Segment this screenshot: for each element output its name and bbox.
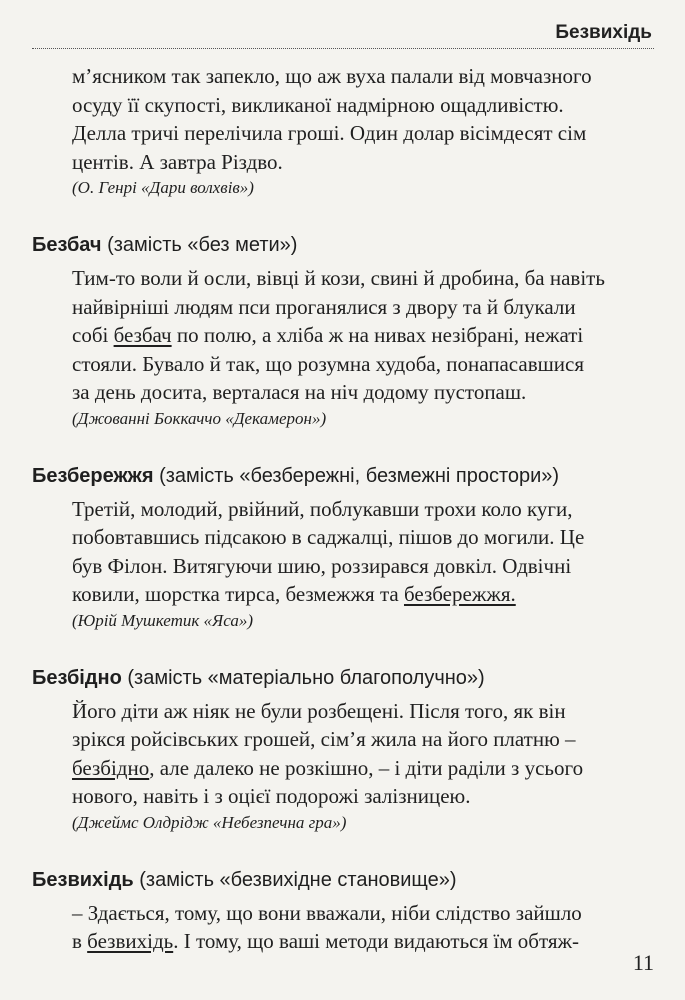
quote-line: зрікся ройсівських грошей, сім’я жила на його платню – <box>72 727 576 751</box>
page-number: 11 <box>632 950 654 975</box>
quote-text <box>72 264 654 407</box>
gloss: (замість «матеріально благополучно») <box>121 666 485 689</box>
headword: Безбач <box>32 234 102 256</box>
quote-line: побовтавшись підсакою в саджалці, пішов до могили. Це <box>72 525 585 549</box>
quote-line: осуду її скупості, викликаної надмірною ощадливістю. <box>72 92 564 117</box>
underlined-word: безбережжя. <box>403 582 516 606</box>
headword: Безбідно <box>32 666 122 689</box>
dictionary-entry <box>32 663 654 835</box>
quote-line: за день досита, верталася на ніч додому пустопаш. <box>72 380 527 404</box>
entry-heading <box>32 663 654 693</box>
gloss: (замість «без мети») <box>101 234 298 256</box>
underlined-word: безбідно <box>72 755 150 780</box>
quote-line: в безвихідь. І тому, що ваші методи видаються їм обтяж- <box>72 929 580 953</box>
quote-line: нового, навіть і з оцієї подорожі залізницею. <box>72 784 471 808</box>
citation: (Джеймс Олдрідж «Небезпечна гра») <box>72 812 347 832</box>
dictionary-entry <box>32 461 654 633</box>
quote-text <box>72 899 654 956</box>
quote-line: стояли. Бувало й так, що розумна худоба, понапасавшися <box>72 351 584 376</box>
gloss: (замість «безбережні, безмежні простори») <box>153 464 560 487</box>
running-head: Безвихідь <box>555 22 652 43</box>
entry-heading <box>32 230 654 260</box>
page-body <box>32 62 654 956</box>
quote-line: центів. А завтра Різдво. <box>72 149 283 174</box>
headword: Безвихідь <box>32 868 134 891</box>
citation: (Джованні Боккаччо «Декамерон») <box>72 408 327 428</box>
quote-text <box>72 62 654 176</box>
quote-line: найвірніші людям пси проганялися з двору та й блукали <box>72 294 576 319</box>
quote-text <box>72 495 654 609</box>
quote-line: Тим-то воли й осли, вівці й кози, свині й дробина, ба навіть <box>72 266 605 290</box>
dictionary-entry <box>32 865 654 956</box>
entry-heading <box>32 461 654 491</box>
entry-heading <box>32 865 654 895</box>
quote-line: Делла тричі перелічила гроші. Один долар вісімдесят сім <box>72 121 587 145</box>
quote-line: м’ясником так запекло, що аж вуха палали від мовчазного <box>72 64 592 88</box>
dictionary-entry <box>32 230 654 431</box>
intro-passage <box>32 62 654 200</box>
quote-line: собі безбач по полю, а хліба ж на нивах незібрані, нежаті <box>72 323 584 347</box>
quote-line: – Здається, тому, що вони вважали, ніби слідство зайшло <box>72 900 582 925</box>
quote-line: ковили, шорстка тирса, безмежжя та безбережжя. <box>72 582 516 606</box>
quote-text <box>72 697 654 811</box>
quote-line: безбідно, але далеко не розкішно, – і діти раділи з усього <box>72 755 584 780</box>
gloss: (замість «безвихідне становище») <box>133 868 457 891</box>
underlined-word: безбач <box>113 323 172 347</box>
underlined-word: безвихідь <box>87 929 174 953</box>
quote-line: Третій, молодий, рвійний, поблукавши трохи коло куги, <box>72 496 573 521</box>
citation: (О. Генрі «Дари волхвів») <box>72 178 254 197</box>
headword: Безбережжя <box>32 464 154 487</box>
quote-line: Його діти аж ніяк не були розбещені. Після того, як він <box>72 698 566 723</box>
quote-line: був Філон. Витягуючи шию, роззирався довкіл. Одвічні <box>72 553 572 578</box>
citation: (Юрій Мушкетик «Яса») <box>72 610 253 630</box>
page-header <box>32 14 654 49</box>
